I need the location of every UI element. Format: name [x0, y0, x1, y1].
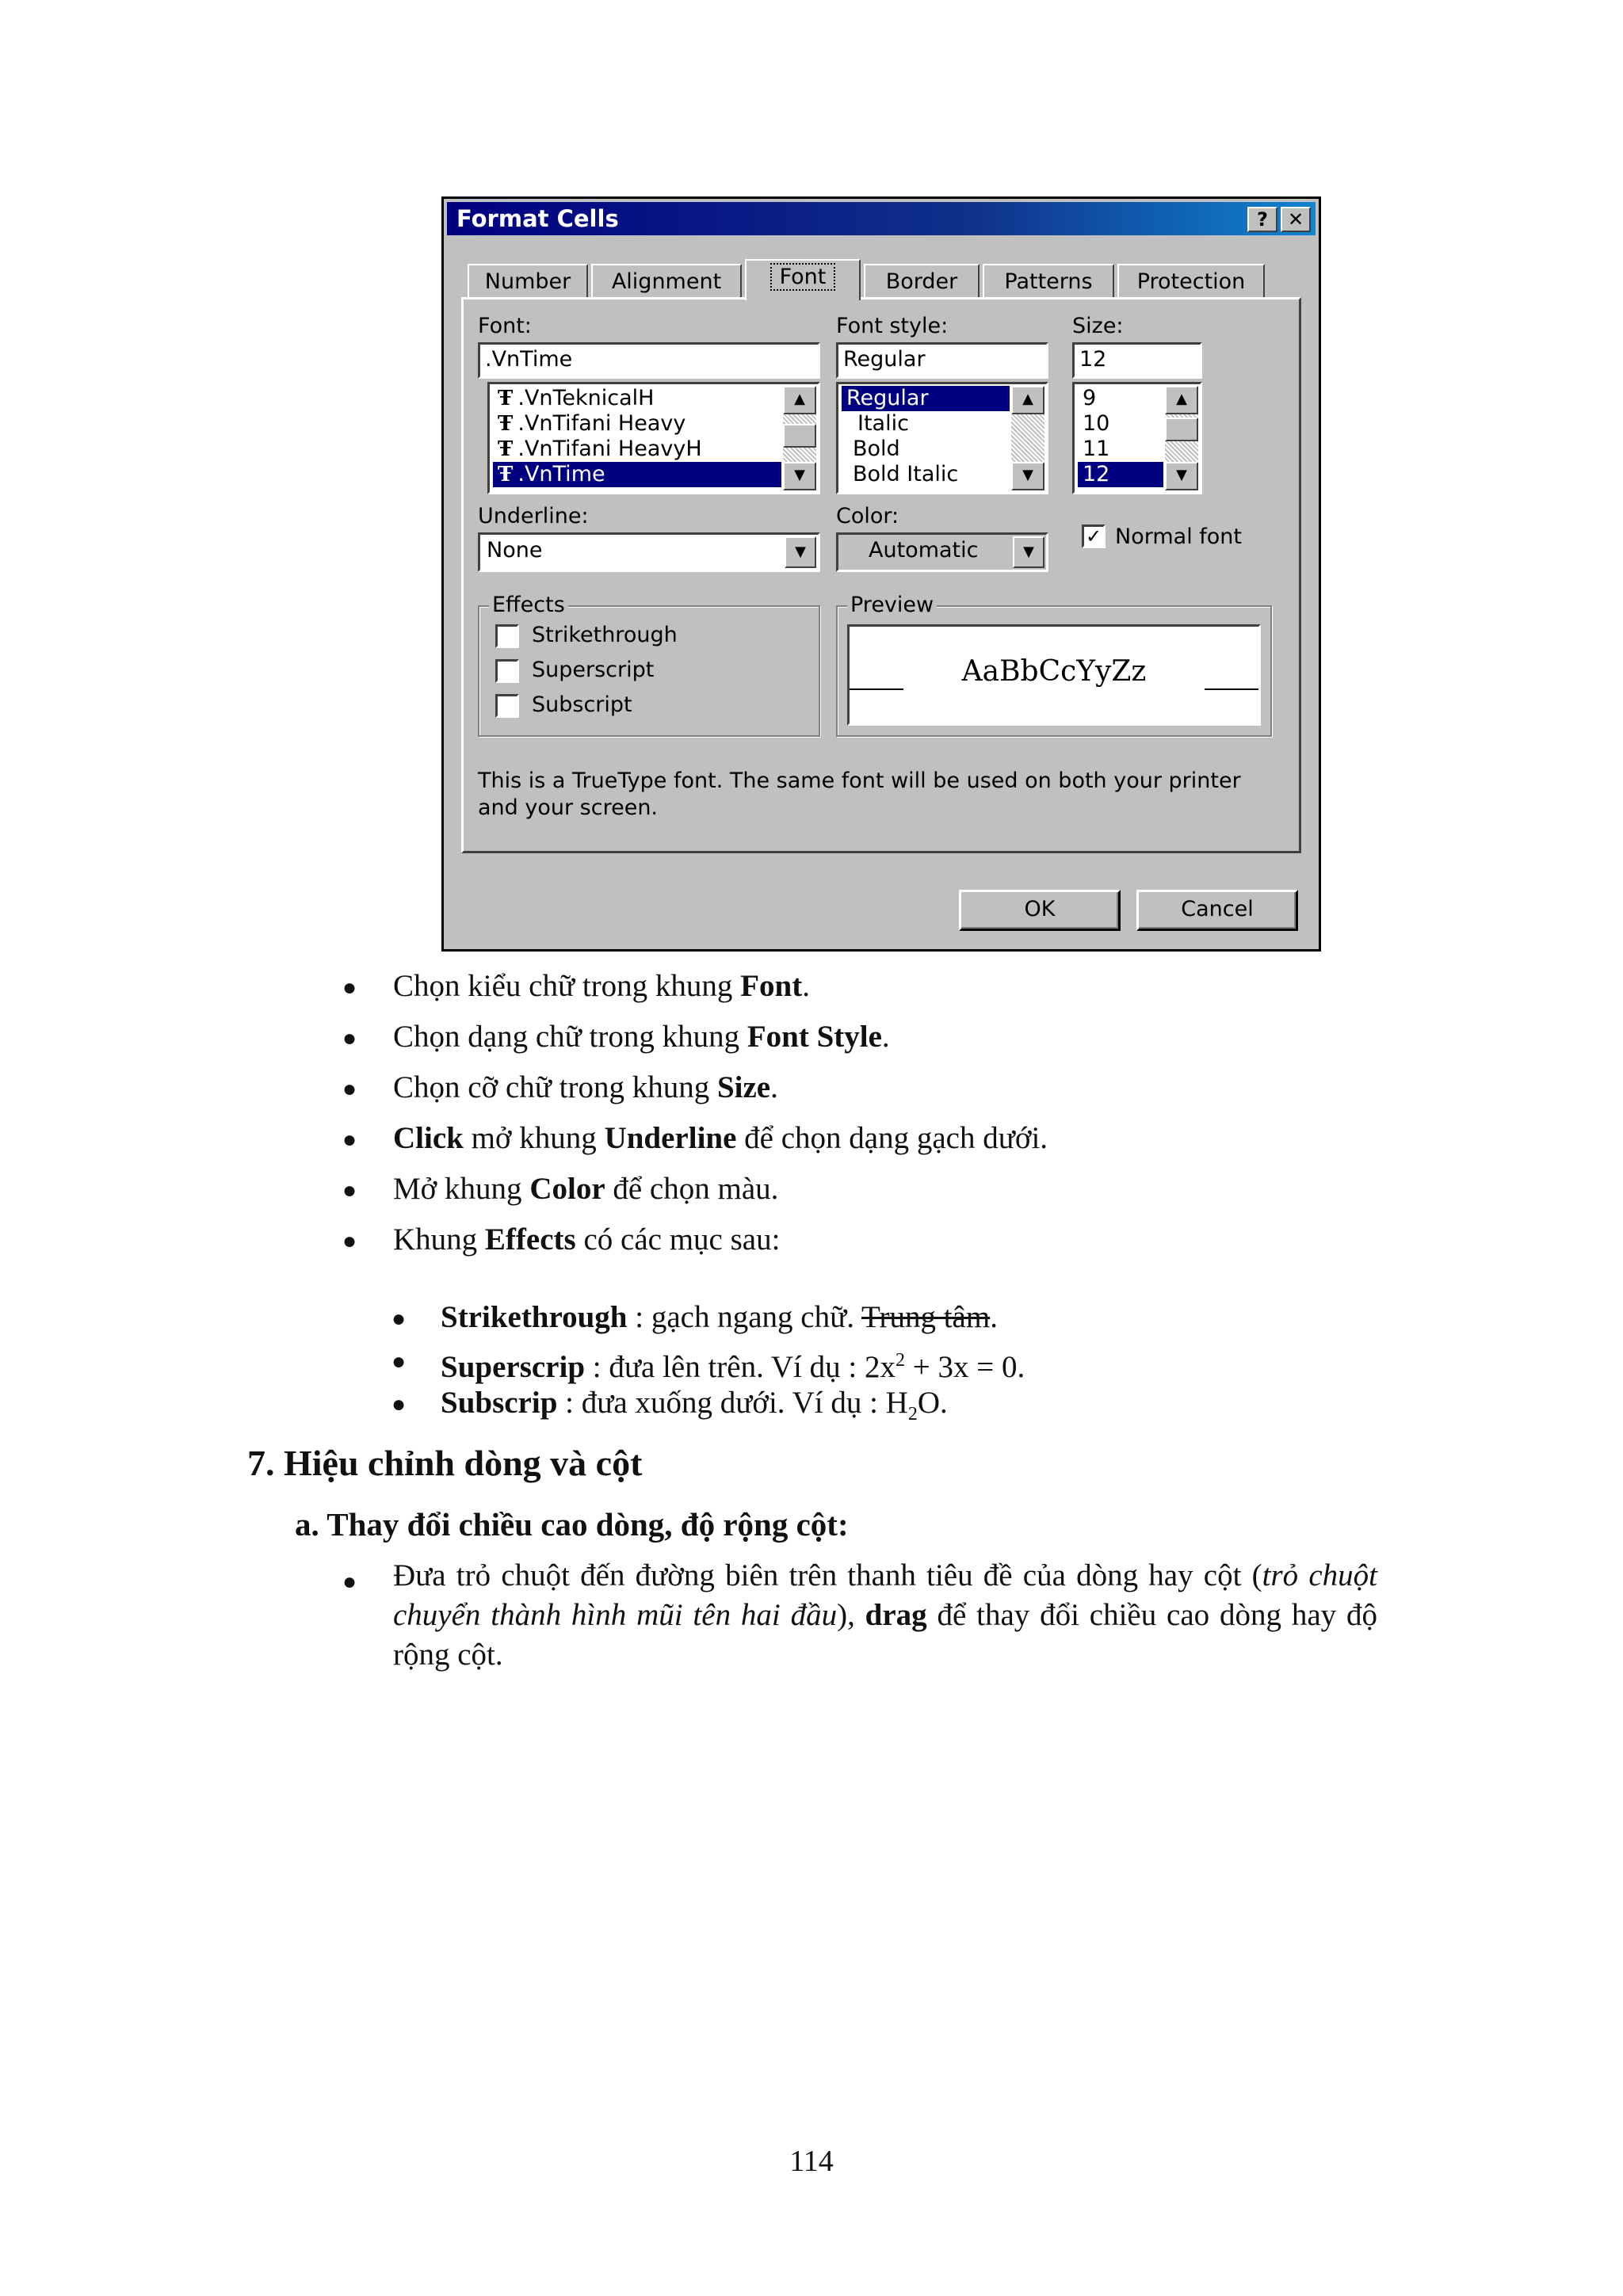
size-item-selected[interactable]: 12 [1078, 462, 1163, 487]
font-info-line2: and your screen. [478, 795, 659, 820]
instruction-item: Chọn kiểu chữ trong khung Font. [393, 969, 810, 1003]
instruction-item: Mở khung Color để chọn màu. [393, 1172, 779, 1206]
font-style-item-selected[interactable]: Regular [842, 386, 1010, 411]
subscript-label: Subscript [532, 692, 632, 717]
size-item[interactable]: 9 [1083, 386, 1097, 410]
cancel-button[interactable]: Cancel [1136, 890, 1298, 931]
bullet-dot: ● [342, 1127, 357, 1153]
font-style-input[interactable]: Regular [836, 342, 1048, 379]
chevron-down-icon[interactable]: ▼ [1013, 536, 1044, 568]
tab-protection[interactable]: Protection [1117, 264, 1265, 299]
strikethrough-example: Trung tâm [861, 1300, 991, 1334]
bullet-dot: ● [342, 1025, 357, 1051]
instruction-item: Click mở khung Underline để chọn dạng gạch dưới. [393, 1121, 1048, 1155]
scroll-up-icon[interactable]: ▲ [1165, 386, 1198, 414]
bullet-dot: ● [342, 1177, 357, 1203]
chevron-down-icon[interactable]: ▼ [785, 536, 816, 568]
section-heading: 7. Hiệu chỉnh dòng và cột [247, 1443, 643, 1483]
font-list-item-label: .VnTifani HeavyH [517, 437, 702, 461]
page-number: 114 [789, 2145, 834, 2178]
font-tab-panel [461, 297, 1301, 853]
font-list-item-label: .VnTeknicalH [517, 386, 655, 410]
tab-patterns[interactable]: Patterns [983, 264, 1114, 299]
size-list-scrollbar[interactable] [1165, 386, 1198, 490]
tab-border[interactable]: Border [864, 264, 980, 299]
font-style-list[interactable] [836, 382, 1048, 494]
dialog-titlebar [447, 202, 1316, 235]
tab-font-label: Font [770, 263, 836, 291]
superscript-label: Superscript [532, 658, 655, 682]
preview-box [847, 624, 1261, 726]
resize-instruction-paragraph: Đưa trỏ chuột đến đường biên trên thanh tiêu đề của dòng hay cột (trỏ chuột chuyển thành hình mũi tên hai đầu), drag để thay đổi chiều cao dòng hay độ rộng cột. [393, 1558, 1377, 1672]
size-item[interactable]: 11 [1083, 437, 1110, 461]
scroll-up-icon[interactable]: ▲ [783, 386, 816, 414]
truetype-icon: Ŧ [498, 437, 514, 461]
font-name-input[interactable]: .VnTime [478, 342, 820, 379]
font-info-line1: This is a TrueType font. The same font will be used on both your printer [478, 769, 1241, 793]
sub-item-subscript: Subscrip : đưa xuống dưới. Ví dụ : $H_2O$. [441, 1386, 948, 1425]
instruction-item: Chọn dạng chữ trong khung Font Style. [393, 1020, 890, 1054]
font-list-item[interactable] [493, 411, 781, 437]
font-style-scrollbar[interactable] [1011, 386, 1044, 490]
scroll-up-icon[interactable]: ▲ [1011, 386, 1044, 414]
dialog-title: Format Cells [456, 205, 619, 232]
font-list[interactable] [487, 382, 820, 494]
bullet-dot: ● [391, 1306, 407, 1332]
strikethrough-checkbox[interactable] [495, 624, 519, 648]
bullet-dot: ● [342, 1228, 357, 1254]
help-button[interactable]: ? [1247, 207, 1277, 232]
ok-button[interactable]: OK [959, 890, 1121, 931]
bullet-dot: ● [342, 1076, 357, 1102]
font-style-item[interactable]: Bold Italic [853, 462, 959, 486]
font-list-item[interactable] [493, 437, 781, 462]
bullet-dot: ● [342, 974, 357, 1001]
font-label: Font: [478, 314, 532, 338]
font-style-item[interactable]: Bold [853, 437, 900, 461]
font-list-item[interactable] [493, 386, 781, 411]
preview-baseline-right [1205, 688, 1258, 690]
instruction-item: Khung Effects có các mục sau: [393, 1222, 781, 1257]
preview-text: AaBbCcYyZz [961, 655, 1147, 688]
sub-item-superscript: Superscrip : đưa lên trên. Ví dụ : $2x^2 + 3x = 0$. [441, 1350, 1025, 1384]
tab-number[interactable]: Number [468, 264, 588, 299]
color-label: Color: [836, 504, 899, 528]
scroll-thumb[interactable] [783, 424, 816, 448]
font-style-label: Font style: [836, 314, 949, 338]
truetype-icon: Ŧ [498, 387, 514, 410]
preview-baseline-left [850, 688, 903, 690]
strikethrough-label: Strikethrough [532, 623, 678, 647]
underline-select-value: None [487, 538, 543, 563]
font-list-item-label: .VnTifani Heavy [517, 411, 686, 436]
underline-label: Underline: [478, 504, 589, 528]
tab-alignment[interactable]: Alignment [591, 264, 742, 299]
scroll-down-icon[interactable]: ▼ [1165, 462, 1198, 490]
size-item[interactable]: 10 [1083, 411, 1110, 436]
preview-group [836, 593, 1272, 737]
preview-group-label: Preview [847, 593, 937, 617]
instruction-item: Chọn cỡ chữ trong khung Size. [393, 1070, 778, 1104]
bullet-dot: ● [391, 1391, 407, 1417]
normal-font-checkbox[interactable]: ✓ [1082, 524, 1106, 548]
font-list-item-selected[interactable] [493, 462, 781, 487]
truetype-icon: Ŧ [498, 412, 514, 436]
tab-font[interactable] [745, 259, 861, 300]
scroll-down-icon[interactable]: ▼ [783, 462, 816, 490]
normal-font-label: Normal font [1115, 524, 1242, 549]
effects-group-label: Effects [489, 593, 568, 617]
close-button[interactable]: ✕ [1281, 207, 1311, 232]
font-list-scrollbar[interactable] [783, 386, 816, 490]
subscript-checkbox[interactable] [495, 694, 519, 718]
color-select[interactable] [836, 532, 1048, 572]
size-list[interactable] [1072, 382, 1202, 494]
bullet-dot: ● [342, 1569, 357, 1595]
bullet-dot: ● [391, 1348, 407, 1375]
size-input[interactable]: 12 [1072, 342, 1202, 379]
sub-item-strikethrough: Strikethrough : gạch ngang chữ. Trung tâm. [441, 1300, 998, 1334]
underline-select[interactable] [478, 532, 820, 572]
effects-group [478, 593, 820, 737]
subsection-heading: a. Thay đổi chiều cao dòng, độ rộng cột: [295, 1506, 849, 1543]
scroll-down-icon[interactable]: ▼ [1011, 462, 1044, 490]
font-style-item[interactable]: Italic [857, 411, 909, 436]
scroll-thumb[interactable] [1165, 418, 1198, 441]
color-select-value: Automatic [869, 538, 979, 563]
superscript-checkbox[interactable] [495, 659, 519, 683]
font-list-item-label: .VnTime [517, 462, 605, 486]
truetype-icon: Ŧ [498, 463, 514, 486]
format-cells-dialog [441, 196, 1321, 952]
size-label: Size: [1072, 314, 1124, 338]
